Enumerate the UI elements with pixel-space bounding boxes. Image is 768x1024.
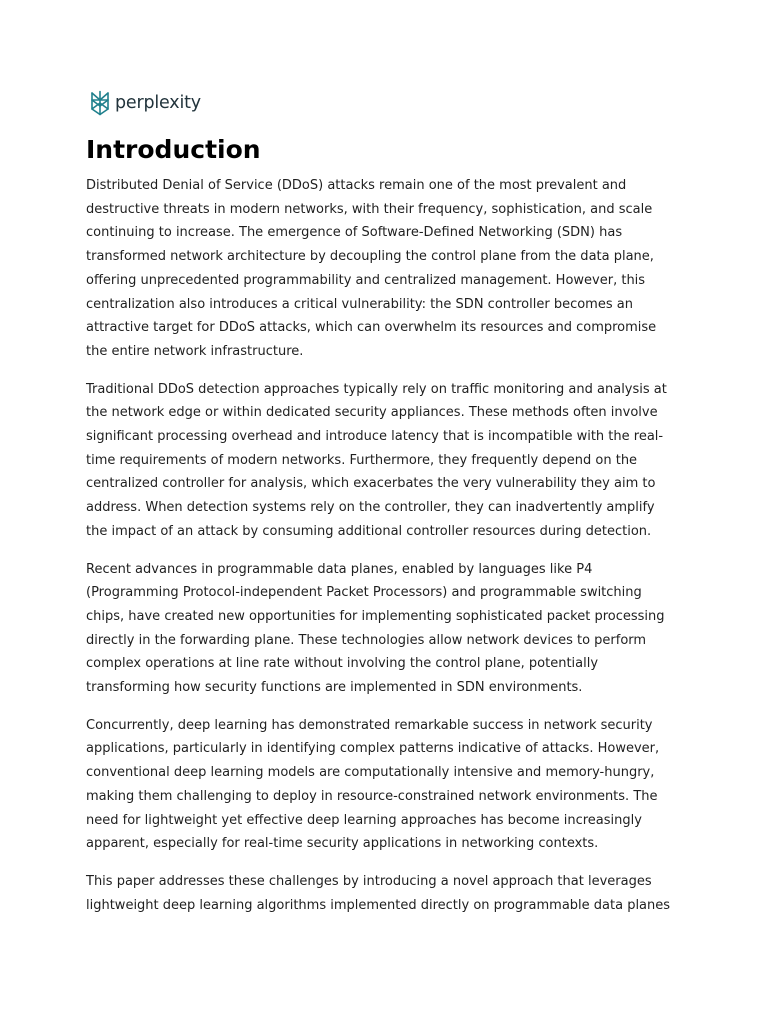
section-title: Introduction xyxy=(86,135,261,164)
text-line: Traditional DDoS detection approaches typically rely on traffic monitoring and analysis at xyxy=(86,381,667,397)
text-line: transformed network architecture by decoupling the control plane from the data plane, xyxy=(86,249,654,265)
text-line: attractive target for DDoS attacks, which can overwhelm its resources and compromise xyxy=(86,320,657,336)
text-line: address. When detection systems rely on the controller, they can inadvertently amplify xyxy=(86,500,655,516)
text-line: (Programming Protocol-independent Packet Processors) and programmable switching xyxy=(86,585,642,601)
text-line: the entire network infrastructure. xyxy=(86,343,304,359)
document-body xyxy=(86,174,686,931)
paragraph-2 xyxy=(86,378,686,544)
text-line: directly in the forwarding plane. These technologies allow network devices to perform xyxy=(86,632,647,648)
paragraph-4 xyxy=(86,714,686,856)
perplexity-logo xyxy=(89,90,201,116)
text-line: Distributed Denial of Service (DDoS) attacks remain one of the most prevalent and xyxy=(86,178,627,193)
text-line: significant processing overhead and introduce latency that is incompatible with the real- xyxy=(86,429,664,445)
text-line: This paper addresses these challenges by introducing a novel approach that leverages xyxy=(86,873,652,889)
paragraph-1 xyxy=(86,174,686,364)
logo-text: perplexity xyxy=(115,93,201,113)
text-line: applications, particularly in identifying complex patterns indicative of attacks. However, xyxy=(86,741,660,757)
text-line: destructive threats in modern networks, with their frequency, sophistication, and scale xyxy=(86,201,653,217)
text-line: making them challenging to deploy in resource-constrained network environments. The xyxy=(86,788,658,804)
paragraph-3 xyxy=(86,558,686,700)
text-line: lightweight deep learning algorithms implemented directly on programmable data planes xyxy=(86,897,671,913)
text-line: offering unprecedented programmability and centralized management. However, this xyxy=(86,272,646,288)
text-line: need for lightweight yet effective deep learning approaches has become increasingly xyxy=(86,812,642,828)
text-line: conventional deep learning models are computationally intensive and memory-hungry, xyxy=(86,765,655,781)
text-line: centralized controller for analysis, which exacerbates the very vulnerability they aim to xyxy=(86,476,656,492)
text-line: Concurrently, deep learning has demonstrated remarkable success in network security xyxy=(86,717,653,733)
text-line: centralization also introduces a critical vulnerability: the SDN controller becomes an xyxy=(86,296,633,312)
perplexity-logo-icon xyxy=(89,90,111,116)
text-line: apparent, especially for real-time security applications in networking contexts. xyxy=(86,836,599,852)
text-line: chips, have created new opportunities for implementing sophisticated packet processing xyxy=(86,608,665,624)
text-line: continuing to increase. The emergence of Software-Defined Networking (SDN) has xyxy=(86,225,623,241)
text-line: time requirements of modern networks. Furthermore, they frequently depend on the xyxy=(86,452,638,468)
text-line: complex operations at line rate without involving the control plane, potentially xyxy=(86,656,599,672)
text-line: the network edge or within dedicated security appliances. These methods often involve xyxy=(86,405,658,421)
text-line: transforming how security functions are implemented in SDN environments. xyxy=(86,680,583,696)
text-line: the impact of an attack by consuming additional controller resources during detection. xyxy=(86,523,652,539)
paragraph-5 xyxy=(86,870,686,917)
text-line: Recent advances in programmable data planes, enabled by languages like P4 xyxy=(86,561,593,577)
